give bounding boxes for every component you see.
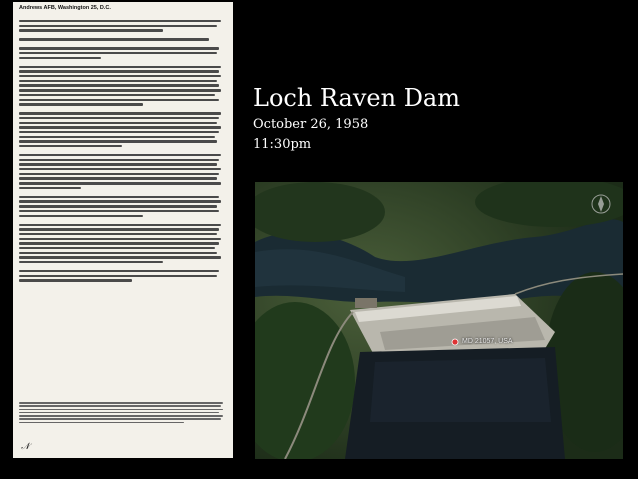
document-header: Andrews AFB, Washington 25, D.C. xyxy=(19,5,111,11)
aerial-photo-image xyxy=(255,182,623,459)
slide-title: Loch Raven Dam xyxy=(253,84,460,112)
document-text xyxy=(19,20,225,284)
slide-time: 11:30pm xyxy=(253,137,312,152)
slide-date: October 26, 1958 xyxy=(253,117,369,132)
signature-mark: 𝒩 xyxy=(21,442,30,452)
location-label: MD 21057, USA xyxy=(462,338,513,345)
aerial-photo xyxy=(255,182,623,459)
report-document xyxy=(13,2,233,458)
document-footer xyxy=(19,402,225,425)
